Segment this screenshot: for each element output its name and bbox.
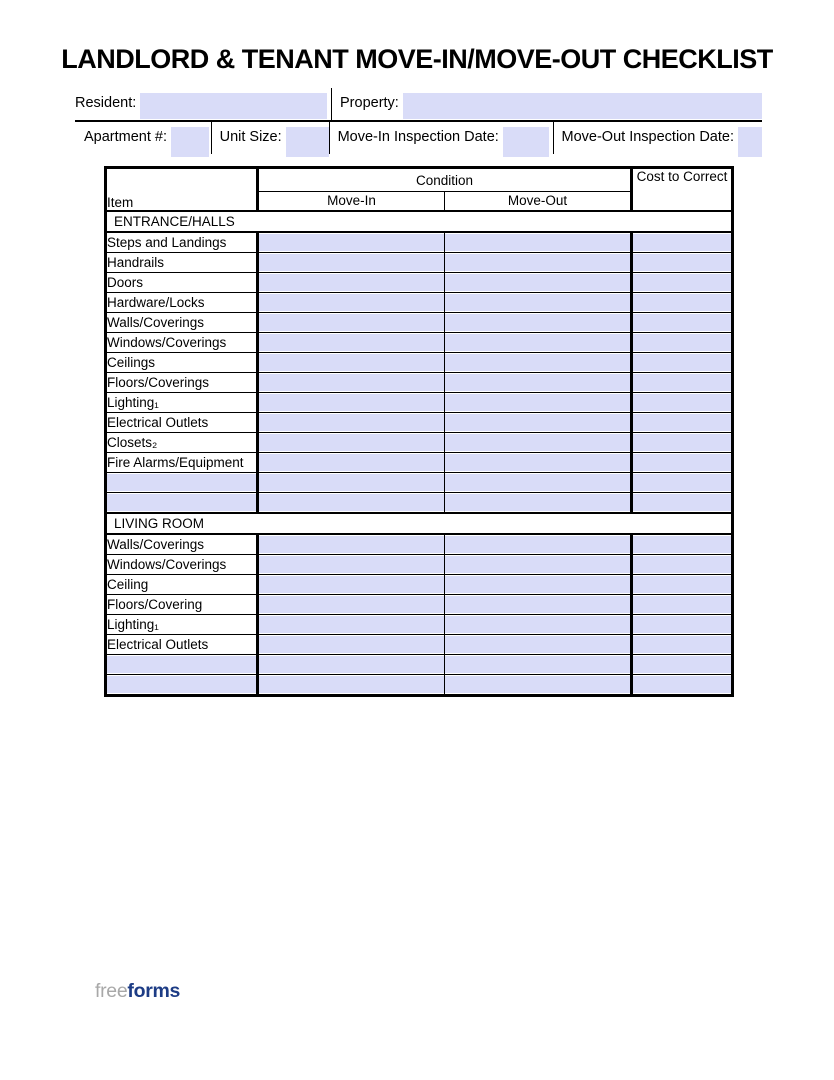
- form-row-apartment-dates: [75, 122, 762, 154]
- move-in-condition-input[interactable]: [259, 274, 444, 291]
- table-row: [106, 634, 733, 654]
- table-row: [106, 292, 733, 312]
- move-out-cell: [445, 594, 632, 614]
- move-in-cell: [258, 634, 445, 654]
- move-out-cell: [445, 472, 632, 492]
- move-in-cell: [258, 252, 445, 272]
- move-out-condition-input[interactable]: [445, 636, 630, 653]
- move-out-condition-input[interactable]: [445, 616, 630, 633]
- table-row: [106, 452, 733, 472]
- move-out-condition-input[interactable]: [445, 474, 630, 491]
- item-label: Walls/Coverings: [107, 536, 205, 552]
- cost-to-correct-cell: [632, 614, 733, 634]
- item-cell: [106, 554, 258, 574]
- move-out-condition-input[interactable]: [445, 294, 630, 311]
- item-cell: [106, 312, 258, 332]
- cost-to-correct-input[interactable]: [633, 274, 731, 291]
- cost-to-correct-input[interactable]: [633, 536, 731, 553]
- move-out-cell: [445, 654, 632, 674]
- move-out-condition-input[interactable]: [445, 536, 630, 553]
- move-in-cell: [258, 412, 445, 432]
- move-out-cell: [445, 492, 632, 513]
- table-row: [106, 492, 733, 513]
- move-in-condition-input[interactable]: [259, 394, 444, 411]
- cost-to-correct-input[interactable]: [633, 294, 731, 311]
- table-row: [106, 654, 733, 674]
- move-out-cell: [445, 232, 632, 253]
- table-row: [106, 472, 733, 492]
- item-label: Windows/Coverings: [107, 556, 227, 572]
- item-cell: [106, 654, 258, 674]
- move-out-cell: [445, 252, 632, 272]
- move-in-cell: [258, 554, 445, 574]
- item-label: Lighting₁: [107, 394, 159, 410]
- cost-to-correct-cell: [632, 452, 733, 472]
- table-row: [106, 674, 733, 695]
- checklist-table: [104, 166, 734, 697]
- move-in-condition-input[interactable]: [259, 536, 444, 553]
- move-in-condition-input[interactable]: [259, 334, 444, 351]
- cost-to-correct-cell: [632, 634, 733, 654]
- move-out-condition-input[interactable]: [445, 494, 630, 511]
- move-in-date-label: Move-In Inspection Date:: [337, 129, 499, 145]
- section-header: ENTRANCE/HALLS: [106, 211, 733, 232]
- item-label: Floors/Covering: [107, 596, 203, 612]
- cost-to-correct-input[interactable]: [633, 656, 731, 673]
- move-out-condition-input[interactable]: [445, 274, 630, 291]
- move-in-date-group: [330, 122, 554, 154]
- move-out-date-input[interactable]: [738, 127, 762, 157]
- move-out-cell: [445, 332, 632, 352]
- item-cell: [106, 292, 258, 312]
- item-cell: [106, 372, 258, 392]
- item-input[interactable]: [107, 494, 256, 511]
- table-row: [106, 392, 733, 412]
- table-row: [106, 352, 733, 372]
- item-column-header: Item: [106, 168, 258, 211]
- item-input[interactable]: [107, 474, 256, 491]
- move-out-condition-input[interactable]: [445, 394, 630, 411]
- move-out-date-group: [554, 122, 762, 154]
- item-label: Closets₂: [107, 434, 158, 450]
- item-label: Windows/Coverings: [107, 334, 227, 350]
- cost-to-correct-cell: [632, 432, 733, 452]
- item-label: Electrical Outlets: [107, 636, 209, 652]
- move-in-condition-input[interactable]: [259, 254, 444, 271]
- property-input[interactable]: [403, 93, 762, 119]
- resident-label: Resident:: [75, 95, 137, 111]
- cost-to-correct-cell: [632, 292, 733, 312]
- cost-to-correct-input[interactable]: [633, 494, 731, 511]
- move-in-condition-input[interactable]: [259, 234, 444, 251]
- item-cell: [106, 272, 258, 292]
- move-in-cell: [258, 674, 445, 695]
- move-out-subheader: Move-Out: [445, 192, 632, 211]
- page-title: LANDLORD & TENANT MOVE-IN/MOVE-OUT CHECKLIST: [61, 44, 773, 74]
- cost-to-correct-input[interactable]: [633, 576, 731, 593]
- cost-to-correct-input[interactable]: [633, 254, 731, 271]
- move-out-cell: [445, 614, 632, 634]
- move-in-condition-input[interactable]: [259, 474, 444, 491]
- move-in-cell: [258, 292, 445, 312]
- item-cell: [106, 332, 258, 352]
- table-row: [106, 554, 733, 574]
- cost-to-correct-cell: [632, 534, 733, 555]
- move-out-condition-input[interactable]: [445, 576, 630, 593]
- move-in-cell: [258, 372, 445, 392]
- condition-column-header: Condition: [258, 168, 632, 192]
- cost-to-correct-cell: [632, 412, 733, 432]
- move-out-cell: [445, 674, 632, 695]
- move-in-cell: [258, 492, 445, 513]
- move-out-condition-input[interactable]: [445, 334, 630, 351]
- move-out-cell: [445, 412, 632, 432]
- item-label: Handrails: [107, 254, 165, 270]
- item-label: Fire Alarms/Equipment: [107, 454, 244, 470]
- item-label: Steps and Landings: [107, 234, 227, 250]
- move-out-cell: [445, 372, 632, 392]
- move-out-condition-input[interactable]: [445, 454, 630, 471]
- move-in-condition-input[interactable]: [259, 374, 444, 391]
- item-cell: [106, 492, 258, 513]
- item-label: Ceilings: [107, 354, 156, 370]
- apartment-number-label: Apartment #:: [84, 129, 168, 145]
- section-header-row: [106, 513, 733, 534]
- move-out-cell: [445, 392, 632, 412]
- move-out-condition-input[interactable]: [445, 354, 630, 371]
- move-out-condition-input[interactable]: [445, 656, 630, 673]
- cost-to-correct-cell: [632, 594, 733, 614]
- table-row: [106, 594, 733, 614]
- cost-to-correct-input[interactable]: [633, 556, 731, 573]
- cost-to-correct-cell: [632, 352, 733, 372]
- item-cell: [106, 412, 258, 432]
- cost-to-correct-input[interactable]: [633, 414, 731, 431]
- item-label: Doors: [107, 274, 144, 290]
- cost-to-correct-input[interactable]: [633, 636, 731, 653]
- move-in-cell: [258, 534, 445, 555]
- table-row: [106, 272, 733, 292]
- table-row: [106, 312, 733, 332]
- apartment-group: [75, 122, 212, 154]
- cost-to-correct-cell: [632, 554, 733, 574]
- move-out-cell: [445, 432, 632, 452]
- item-cell: [106, 614, 258, 634]
- item-cell: [106, 674, 258, 695]
- move-out-condition-input[interactable]: [445, 434, 630, 451]
- freeforms-logo: [95, 980, 180, 1003]
- item-cell: [106, 452, 258, 472]
- move-in-condition-input[interactable]: [259, 454, 444, 471]
- item-cell: [106, 534, 258, 555]
- move-out-cell: [445, 574, 632, 594]
- form-row-resident-property: [75, 88, 762, 120]
- move-in-condition-input[interactable]: [259, 294, 444, 311]
- cost-to-correct-cell: [632, 252, 733, 272]
- move-in-cell: [258, 272, 445, 292]
- cost-to-correct-cell: [632, 574, 733, 594]
- move-out-cell: [445, 292, 632, 312]
- move-in-condition-input[interactable]: [259, 314, 444, 331]
- table-row: [106, 412, 733, 432]
- move-in-cell: [258, 432, 445, 452]
- cost-to-correct-input[interactable]: [633, 474, 731, 491]
- section-header: LIVING ROOM: [106, 513, 733, 534]
- move-in-condition-input[interactable]: [259, 434, 444, 451]
- item-cell: [106, 574, 258, 594]
- property-label: Property:: [340, 95, 399, 111]
- move-out-condition-input[interactable]: [445, 374, 630, 391]
- unit-size-group: [212, 122, 330, 154]
- move-in-cell: [258, 332, 445, 352]
- move-in-condition-input[interactable]: [259, 596, 444, 613]
- item-cell: [106, 252, 258, 272]
- checklist-table-body: [106, 211, 733, 696]
- cost-to-correct-input[interactable]: [633, 354, 731, 371]
- top-form: [75, 88, 762, 154]
- move-in-subheader: Move-In: [258, 192, 445, 211]
- move-in-condition-input[interactable]: [259, 636, 444, 653]
- item-cell: [106, 232, 258, 253]
- move-in-cell: [258, 574, 445, 594]
- table-row: [106, 432, 733, 452]
- cost-to-correct-input[interactable]: [633, 454, 731, 471]
- cost-to-correct-input[interactable]: [633, 334, 731, 351]
- table-row: [106, 534, 733, 555]
- move-out-condition-input[interactable]: [445, 234, 630, 251]
- item-label: Walls/Coverings: [107, 314, 205, 330]
- move-in-condition-input[interactable]: [259, 676, 444, 693]
- item-cell: [106, 634, 258, 654]
- move-out-date-label: Move-Out Inspection Date:: [561, 129, 734, 145]
- move-in-cell: [258, 594, 445, 614]
- move-in-cell: [258, 654, 445, 674]
- cost-to-correct-input[interactable]: [633, 394, 731, 411]
- item-input[interactable]: [107, 676, 256, 693]
- table-row: [106, 372, 733, 392]
- cost-to-correct-cell: [632, 232, 733, 253]
- move-out-cell: [445, 452, 632, 472]
- cost-to-correct-column-header: Cost to Correct: [632, 168, 733, 211]
- item-label: Floors/Coverings: [107, 374, 210, 390]
- move-in-cell: [258, 472, 445, 492]
- move-in-condition-input[interactable]: [259, 616, 444, 633]
- move-out-condition-input[interactable]: [445, 314, 630, 331]
- resident-group: [75, 88, 332, 120]
- move-in-cell: [258, 312, 445, 332]
- move-out-cell: [445, 534, 632, 555]
- move-out-cell: [445, 634, 632, 654]
- move-in-cell: [258, 232, 445, 253]
- move-out-cell: [445, 554, 632, 574]
- apartment-number-input[interactable]: [171, 127, 209, 157]
- move-out-condition-input[interactable]: [445, 596, 630, 613]
- table-row: [106, 252, 733, 272]
- section-header-row: [106, 211, 733, 232]
- move-in-date-input[interactable]: [503, 127, 549, 157]
- move-out-condition-input[interactable]: [445, 676, 630, 693]
- cost-to-correct-input[interactable]: [633, 616, 731, 633]
- cost-to-correct-cell: [632, 654, 733, 674]
- item-label: Electrical Outlets: [107, 414, 209, 430]
- item-label: Lighting₁: [107, 616, 159, 632]
- cost-to-correct-cell: [632, 312, 733, 332]
- cost-to-correct-input[interactable]: [633, 374, 731, 391]
- cost-to-correct-cell: [632, 472, 733, 492]
- item-label: Ceiling: [107, 576, 149, 592]
- item-label: Hardware/Locks: [107, 294, 205, 310]
- move-out-cell: [445, 312, 632, 332]
- move-in-condition-input[interactable]: [259, 656, 444, 673]
- move-in-condition-input[interactable]: [259, 556, 444, 573]
- cost-to-correct-input[interactable]: [633, 314, 731, 331]
- item-input[interactable]: [107, 656, 256, 673]
- move-out-condition-input[interactable]: [445, 414, 630, 431]
- cost-to-correct-input[interactable]: [633, 676, 731, 693]
- cost-to-correct-cell: [632, 492, 733, 513]
- move-out-condition-input[interactable]: [445, 556, 630, 573]
- resident-input[interactable]: [140, 93, 327, 119]
- cost-to-correct-input[interactable]: [633, 434, 731, 451]
- move-in-cell: [258, 614, 445, 634]
- item-cell: [106, 432, 258, 452]
- move-in-cell: [258, 392, 445, 412]
- move-out-cell: [445, 272, 632, 292]
- table-row: [106, 614, 733, 634]
- move-in-condition-input[interactable]: [259, 576, 444, 593]
- move-in-cell: [258, 352, 445, 372]
- move-out-cell: [445, 352, 632, 372]
- cost-to-correct-cell: [632, 272, 733, 292]
- unit-size-label: Unit Size:: [219, 129, 282, 145]
- move-in-condition-input[interactable]: [259, 414, 444, 431]
- item-cell: [106, 352, 258, 372]
- table-row: [106, 332, 733, 352]
- move-in-cell: [258, 452, 445, 472]
- property-group: [332, 88, 762, 120]
- item-cell: [106, 594, 258, 614]
- move-out-condition-input[interactable]: [445, 254, 630, 271]
- move-in-condition-input[interactable]: [259, 354, 444, 371]
- unit-size-input[interactable]: [286, 127, 329, 157]
- cost-to-correct-cell: [632, 332, 733, 352]
- item-cell: [106, 472, 258, 492]
- item-cell: [106, 392, 258, 412]
- cost-to-correct-input[interactable]: [633, 234, 731, 251]
- cost-to-correct-cell: [632, 392, 733, 412]
- cost-to-correct-cell: [632, 372, 733, 392]
- logo-free-text: free: [95, 980, 128, 1002]
- move-in-condition-input[interactable]: [259, 494, 444, 511]
- table-row: [106, 574, 733, 594]
- table-row: [106, 232, 733, 253]
- cost-to-correct-input[interactable]: [633, 596, 731, 613]
- logo-forms-text: forms: [127, 980, 181, 1002]
- cost-to-correct-cell: [632, 674, 733, 695]
